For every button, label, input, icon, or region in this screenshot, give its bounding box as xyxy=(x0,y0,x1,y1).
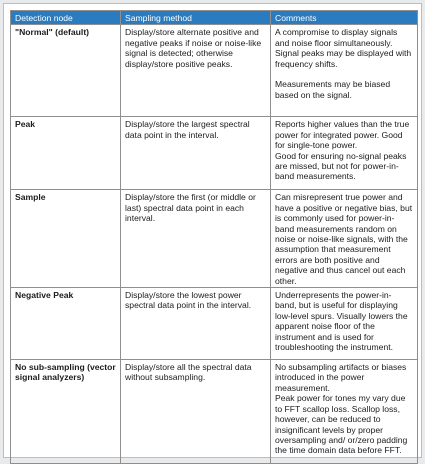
comment-text: No subsampling artifacts or biases introduced in the power measurement. xyxy=(275,362,407,393)
table-row xyxy=(11,288,418,360)
comment-text: Underrepresents the power-in-band, but is useful for displaying low-level spurs. Visually lowers the apparent noise floor of the instrument and is used for troubleshooting the instrument. xyxy=(275,290,408,353)
comments-cell xyxy=(271,288,418,360)
mode-cell: Negative Peak xyxy=(11,288,121,360)
table-row xyxy=(11,360,418,464)
comments-cell xyxy=(271,360,418,464)
mode-cell: "Normal" (default) xyxy=(11,25,121,117)
mode-cell: Sample xyxy=(11,190,121,288)
header-comments: Comments xyxy=(271,11,418,25)
table-row xyxy=(11,117,418,190)
comment-text: A compromise to display signals and noise floor simultaneously. Signal peaks may be displayed with frequency shifts. xyxy=(275,27,412,69)
mode-cell: Peak xyxy=(11,117,121,190)
detection-modes-table xyxy=(10,10,418,464)
table-frame xyxy=(3,3,422,458)
method-cell: Display/store the lowest power spectral data point in the interval. xyxy=(121,288,271,360)
comment-text: Good for ensuring no-signal peaks are missed, but not for power-in-band measurements. xyxy=(275,150,407,182)
method-cell: Display/store alternate positive and negative peaks if noise or noise-like signal is detected; otherwise display/store positive peaks. xyxy=(121,25,271,117)
method-cell: Display/store all the spectral data without subsampling. xyxy=(121,360,271,464)
comment-text: Measurements may be biased based on the signal. xyxy=(275,79,391,100)
method-cell: Display/store the first (or middle or last) spectral data point in each interval. xyxy=(121,190,271,288)
comments-cell xyxy=(271,190,418,288)
comment-text: Can misrepresent true power and have a positive or negative bias, but is commonly used for power-in-band measurements random on noise or noise-like signals, with the assumption that measurement errors are both positive and negative and thus cancel out each other. xyxy=(275,192,413,286)
comments-cell xyxy=(271,25,418,117)
comments-cell xyxy=(271,117,418,190)
table-row xyxy=(11,25,418,117)
method-cell: Display/store the largest spectral data point in the interval. xyxy=(121,117,271,190)
table-row xyxy=(11,190,418,288)
comment-text: Peak power for tones my vary due to FFT scallop loss. Scallop loss, however, can be reduced to insignificant levels by proper oversampling and/ or/zero padding the time domain data before FFT. xyxy=(275,393,408,456)
mode-cell: No sub-sampling (vector signal analyzers) xyxy=(11,360,121,464)
comment-text: Reports higher values than the true power for integrated power. Good for single-tone power. xyxy=(275,119,410,151)
header-row xyxy=(11,11,418,25)
header-sampling-method: Sampling method xyxy=(121,11,271,25)
header-detection-node: Detection node xyxy=(11,11,121,25)
